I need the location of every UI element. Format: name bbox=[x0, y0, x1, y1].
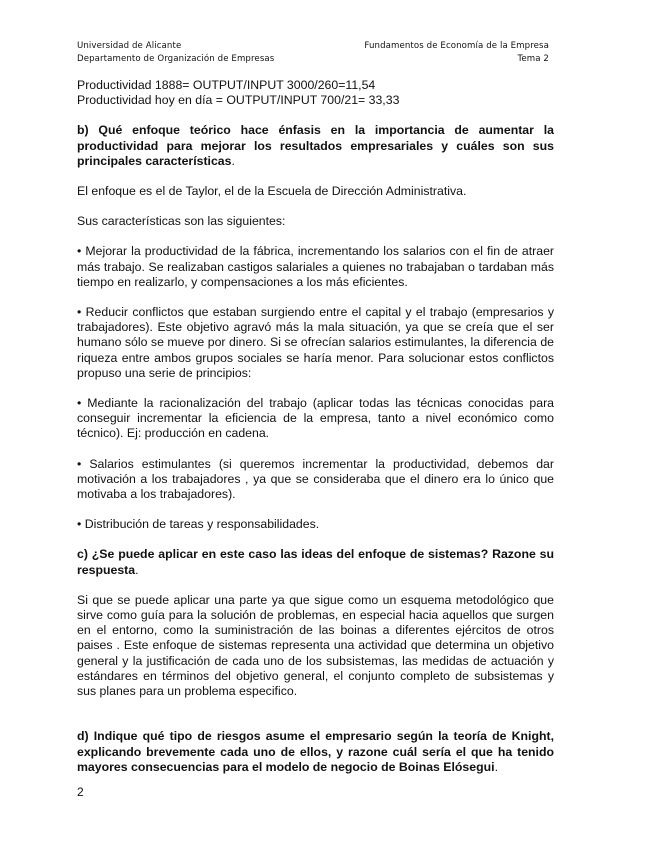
bullet-item: • Distribución de tareas y responsabilidades. bbox=[77, 517, 320, 532]
productivity-1888: Productividad 1888= OUTPUT/INPUT 3000/260=11,54 bbox=[77, 78, 376, 92]
bullet-item: • Reducir conflictos que estaban surgiendo entre el capital y el trabajo (empresarios y trabajadores). Este objetivo agravó más la mala situación, ya que se creía que el ser humano sólo se mueve por dinero. Si se ofrecían salarios estimulantes, la diferencia de riqueza entre ambos grupos sociales se haría menor. Para solucionar estos conflictos propuso una serie de principios: bbox=[77, 305, 554, 380]
header-university: Universidad de Alicante bbox=[77, 41, 182, 51]
header-right bbox=[364, 40, 549, 66]
answer-b-intro: El enfoque es el de Taylor, el de la Escuela de Dirección Administrativa. bbox=[77, 184, 467, 199]
question-d: d) Indique qué tipo de riesgos asume el empresario según la teoría de Knight, explicando brevemente cada uno de ellos, y razone cuál sería el que ha tenido mayores consecuencias para el modelo de negocio de Boinas Elósegui. bbox=[77, 729, 554, 774]
bullet-item: • Mejorar la productividad de la fábrica, incrementando los salarios con el fin de atraer más trabajo. Se realizaban castigos salariales a quienes no trabajaban o tardaban más tiempo en realizarlo, y compensaciones a los más eficientes. bbox=[77, 244, 554, 289]
question-b: b) Qué enfoque teórico hace énfasis en la importancia de aumentar la productividad para mejorar los resultados empresariales y cuáles son sus principales características. bbox=[77, 123, 554, 168]
page-number: 2 bbox=[77, 785, 84, 799]
bullet-item: • Salarios estimulantes (si queremos incrementar la productividad, debemos dar motivación a los trabajadores , ya que se consideraba que el dinero era lo único que motivaba a los trabajadores). bbox=[77, 456, 554, 502]
answer-b-list-intro: Sus características son las siguientes: bbox=[77, 214, 286, 229]
question-d-text: d) Indique qué tipo de riesgos asume el empresario según la teoría de Knight, explicando brevemente cada uno de ellos, y razone cuál sería el que ha tenido mayores consecuencias para el modelo de negocio de Boinas Elósegui bbox=[77, 729, 554, 774]
answer-c: Si que se puede aplicar una parte ya que sigue como un esquema metodológico que sirve como guía para la solución de problemas, en especial hacia aquellos que surgen en el entorno, como la suministración de las boinas a diferentes ejércitos de otros paises . Este enfoque de sistemas representa una actividad que determina un objetivo general y la justificación de cada uno de los subsistemas, las medidas de actuación y estándares en términos del objetivo general, el conjunto completo de subsistemas y sus planes para un problema especifico. bbox=[77, 592, 554, 699]
document-body bbox=[77, 78, 554, 775]
question-c: c) ¿Se puede aplicar en este caso las ideas del enfoque de sistemas? Razone su respuesta. bbox=[77, 547, 554, 577]
productivity-today: Productividad hoy en día = OUTPUT/INPUT 700/21= 33,33 bbox=[77, 93, 400, 108]
header-topic: Tema 2 bbox=[517, 54, 549, 64]
question-c-text: c) ¿Se puede aplicar en este caso las ideas del enfoque de sistemas? Razone su respuesta bbox=[77, 547, 554, 577]
question-b-text: b) Qué enfoque teórico hace énfasis en la importancia de aumentar la productividad para mejorar los resultados empresariales y cuáles son sus principales características bbox=[77, 123, 554, 168]
header-left bbox=[77, 40, 274, 66]
header-department: Departamento de Organización de Empresas bbox=[77, 54, 275, 64]
header-course: Fundamentos de Economía de la Empresa bbox=[364, 41, 549, 51]
bullet-item: • Mediante la racionalización del trabajo (aplicar todas las técnicas conocidas para conseguir incrementar la eficiencia de la empresa, tanto a nivel económico como técnico). Ej: producción en cadena. bbox=[77, 396, 554, 441]
